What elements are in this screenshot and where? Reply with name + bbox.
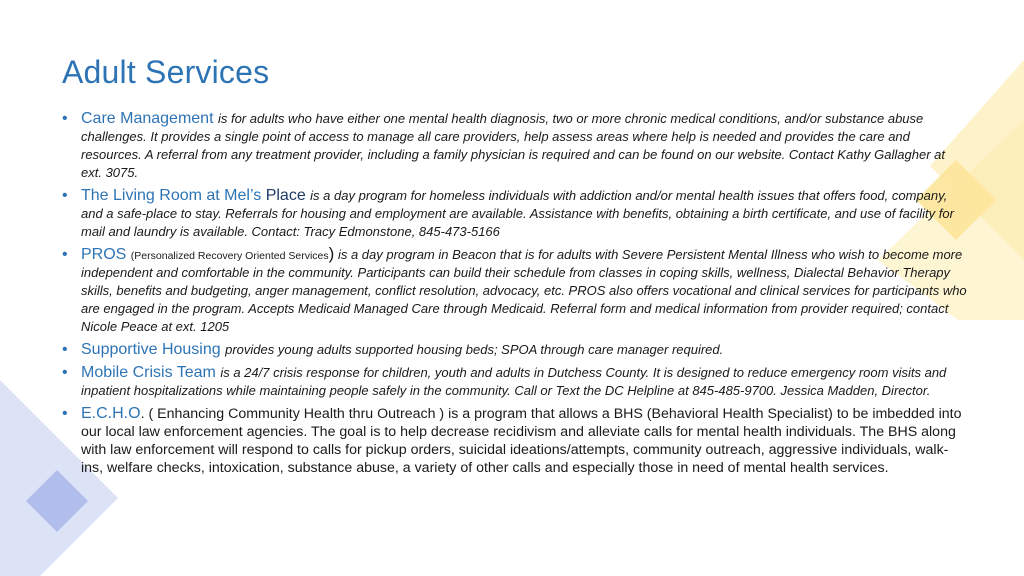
pros-paren-open: ( [130, 250, 135, 262]
bullet-dot-icon: • [62, 246, 68, 263]
list-item-supportive-housing [62, 341, 967, 359]
list-item-living-room [62, 187, 967, 241]
pros-paren-close: ) [328, 244, 335, 263]
supportive-housing-heading: Supportive Housing [81, 341, 221, 358]
living-room-heading [81, 187, 306, 204]
care-management-text: is for adults who have either one mental health diagnosis, two or more chronic medical conditions, and/or substance abuse challenges. It provides a single point of access to manage all care providers, help assess areas where help is needed and provides the care and resources. A referral from any treatment provider, including a family physician is required and can be found on our website. Contact Kathy Gallagher at ext. 3075. [81, 111, 945, 180]
bullet-dot-icon: • [62, 110, 68, 127]
supportive-housing-text: provides young adults supported housing beds; SPOA through care manager required. [225, 342, 724, 357]
bullet-dot-icon: • [62, 405, 68, 422]
list-item-mobile-crisis [62, 364, 967, 400]
bullet-dot-icon: • [62, 364, 68, 381]
mobile-crisis-heading: Mobile Crisis Team [81, 364, 216, 381]
echo-text: . ( Enhancing Community Health thru Outreach ) is a program that allows a BHS (Behavioral Health Specialist) to be imbedded into our local law enforcement agencies. The goal is to help decrease recidivism and alleviate calls for mental health individuals. The BHS along with law enforcement will respond to calls for pickup orders, suicidal ideations/attempts, community outreach, aggressive individuals, walk-ins, welfare checks, intoxication, substance abuse, a variety of other calls and especially those in need of mental health services. [81, 406, 962, 476]
pros-subheading: Personalized Recovery Oriented Services [134, 250, 329, 262]
living-room-text: is a day program for homeless individuals with addiction and/or mental health issues that offers food, company, and a safe-place to stay. Referrals for housing and employment are available. Assistance with benefits, obtaining a birth certificate, and use of facility for mail and laundry is available. Contact: Tracy Edmonstone, 845-473-5166 [81, 188, 954, 239]
bullet-dot-icon: • [62, 341, 68, 358]
list-item-pros [62, 246, 967, 336]
living-room-heading-text: The Living Room at Mel’s [81, 187, 262, 204]
living-room-heading-place: Place [265, 187, 306, 204]
echo-heading: E.C.H.O [81, 405, 141, 422]
list-item-echo [62, 405, 967, 477]
pros-text: is a day program in Beacon that is for adults with Severe Persistent Mental Illness who wish to become more independent and comfortable in the community. Participants can build their schedule from classes in coping skills, wellness, Dialectal Behavior Therapy skills, benefits and budgeting, anger management, conflict resolution, advocacy, etc. PROS also offers vocational and clinical services for participants who are engaged in the program. Accepts Medicaid Managed Care through Medicaid. Referral form and medical information from provider required; contact Nicole Peace at ext. 1205 [81, 247, 967, 334]
bullet-dot-icon: • [62, 187, 68, 204]
care-management-heading: Care Management [81, 110, 214, 127]
pros-heading: PROS [81, 246, 127, 263]
services-list [62, 110, 967, 482]
page-title: Adult Services [62, 54, 270, 90]
mobile-crisis-text: is a 24/7 crisis response for children, youth and adults in Dutchess County. It is designed to reduce emergency room visits and inpatient hospitalizations while maintaining people safely in the community. Call or Text the DC Helpline at 845-485-9700. Jessica Madden, Director. [81, 365, 947, 398]
list-item-care-management [62, 110, 967, 182]
